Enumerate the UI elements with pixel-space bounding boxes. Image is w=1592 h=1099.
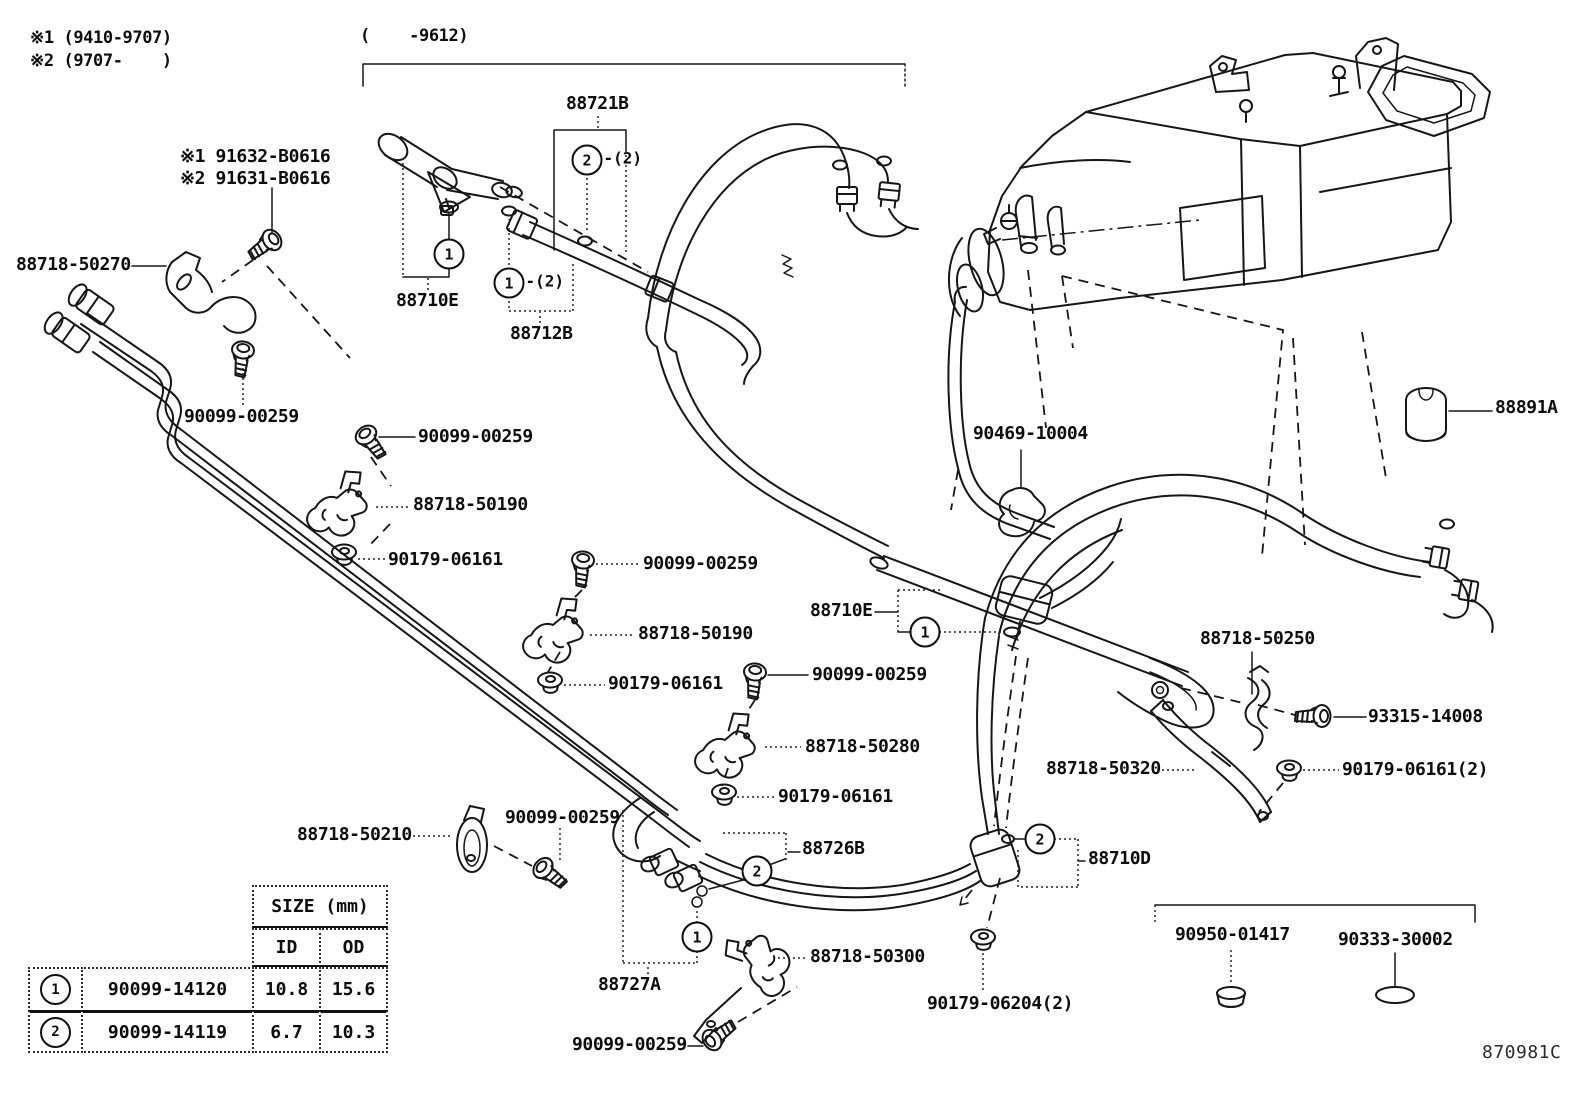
note-1: ※1 (9410-9707) — [30, 28, 172, 48]
elbow-fittings-88727A — [613, 798, 703, 892]
gasket-90333-30002 — [1376, 987, 1414, 1003]
label-90099-00259-a: 90099-00259 — [184, 406, 299, 427]
table-row-1-id: 10.8 — [252, 967, 321, 1012]
clamp-88718-50300 — [724, 933, 792, 999]
bolt-90099-00259-e — [529, 854, 570, 894]
label-90179-06161-b: 90179-06161 — [608, 673, 723, 694]
label-91632-B0616: ※1 91632-B0616 — [180, 146, 331, 167]
table-row-2-id: 6.7 — [252, 1010, 321, 1053]
label-90179-06161-a: 90179-06161 — [388, 549, 503, 570]
label-88891A: 88891A — [1495, 397, 1558, 418]
plug-90950-01417 — [1217, 987, 1245, 1007]
range-bracket-label: ( -9612) — [360, 26, 469, 46]
label-88721B: 88721B — [566, 93, 629, 114]
label-88718-50190-b: 88718-50190 — [638, 623, 753, 644]
range-bracket — [363, 64, 905, 86]
bolt-93315-14008 — [1295, 705, 1331, 727]
table-row-2-part: 90099-14119 — [81, 1010, 254, 1053]
grommet-90179-06161-d — [1277, 761, 1301, 781]
label-90179-06204: 90179-06204(2) — [927, 993, 1074, 1014]
callout-1-hose-qty: -(2) — [525, 271, 565, 291]
label-91631-B0616: ※2 91631-B0616 — [180, 168, 331, 189]
bolt-90099-00259-c — [569, 550, 595, 588]
callout-1-hose: 1 -(2) — [494, 268, 525, 299]
grommet-90179-06161-c — [712, 785, 736, 805]
label-90099-00259-e: 90099-00259 — [505, 807, 620, 828]
heater-hose-88721B — [646, 124, 918, 558]
bolt-90099-00259-a — [228, 340, 255, 378]
table-row-1-od: 15.6 — [319, 967, 388, 1012]
label-88718-50210: 88718-50210 — [297, 824, 412, 845]
heater-hose-88712B — [506, 209, 760, 384]
label-90099-00259-f: 90099-00259 — [572, 1034, 687, 1055]
size-table-col-od: OD — [319, 928, 388, 967]
rear-heater-hose-bundle — [977, 475, 1493, 834]
label-90950-01417: 90950-01417 — [1175, 924, 1290, 945]
circled-number-1: 1 — [40, 974, 71, 1005]
heater-unit-drawing — [949, 38, 1490, 316]
bracket-88718-50320 — [1151, 682, 1271, 822]
label-90179-06161-c: 90179-06161 — [778, 786, 893, 807]
bracket-88718-50270 — [166, 252, 255, 333]
label-93315-14008: 93315-14008 — [1368, 706, 1483, 727]
callout-1-elbow: 1 — [682, 922, 713, 953]
callout-1-valve: 1 — [434, 239, 465, 270]
label-88718-50270: 88718-50270 — [16, 254, 131, 275]
size-table-col-id: ID — [252, 928, 321, 967]
callout-2-hose: 2 -(2) — [572, 145, 603, 176]
callout-1-mid: 1 — [910, 617, 941, 648]
grommet-90179-06161-b — [538, 673, 562, 693]
label-88718-50190-a: 88718-50190 — [413, 494, 528, 515]
table-row-2-od: 10.3 — [319, 1010, 388, 1053]
callout-2-hose-qty: -(2) — [603, 148, 643, 168]
hidden-routing-dashes — [951, 270, 1386, 828]
label-90099-00259-b: 90099-00259 — [418, 426, 533, 447]
circled-number-2: 2 — [40, 1017, 71, 1048]
clip-88718-50210 — [457, 806, 487, 872]
label-88727A: 88727A — [598, 974, 661, 995]
diagram-code: 870981C — [1482, 1042, 1562, 1063]
clamp-88718-50190-b — [517, 596, 586, 667]
bolt-91632-B0616 — [244, 226, 286, 264]
label-88710E-1: 88710E — [396, 290, 459, 311]
label-90099-00259-d: 90099-00259 — [812, 664, 927, 685]
label-88710D: 88710D — [1088, 848, 1151, 869]
label-88726B: 88726B — [802, 838, 865, 859]
label-90333-30002: 90333-30002 — [1338, 929, 1453, 950]
label-88710E-2: 88710E — [810, 600, 873, 621]
table-row-1-part: 90099-14120 — [81, 967, 254, 1012]
label-88718-50320: 88718-50320 — [1046, 758, 1161, 779]
clamp-88718-50280 — [689, 711, 758, 782]
label-90469-10004: 90469-10004 — [973, 423, 1088, 444]
size-table — [28, 885, 388, 1053]
label-90179-06161-d: 90179-06161(2) — [1342, 759, 1489, 780]
label-88718-50280: 88718-50280 — [805, 736, 920, 757]
callout-2-lower: 2 — [1025, 824, 1056, 855]
table-row-1-num — [28, 967, 83, 1012]
label-90099-00259-c: 90099-00259 — [643, 553, 758, 574]
callout-2-elbow: 2 — [742, 856, 773, 887]
grommet-90179-06204 — [971, 930, 995, 950]
label-88718-50300: 88718-50300 — [810, 946, 925, 967]
label-88712B: 88712B — [510, 323, 573, 344]
table-row-2-num — [28, 1010, 83, 1053]
bolt-90099-00259-d — [741, 662, 767, 700]
note-2: ※2 (9707- ) — [30, 51, 172, 71]
size-table-header: SIZE (mm) — [252, 885, 388, 928]
sleeve-88891A — [1406, 388, 1446, 441]
label-88718-50250: 88718-50250 — [1200, 628, 1315, 649]
